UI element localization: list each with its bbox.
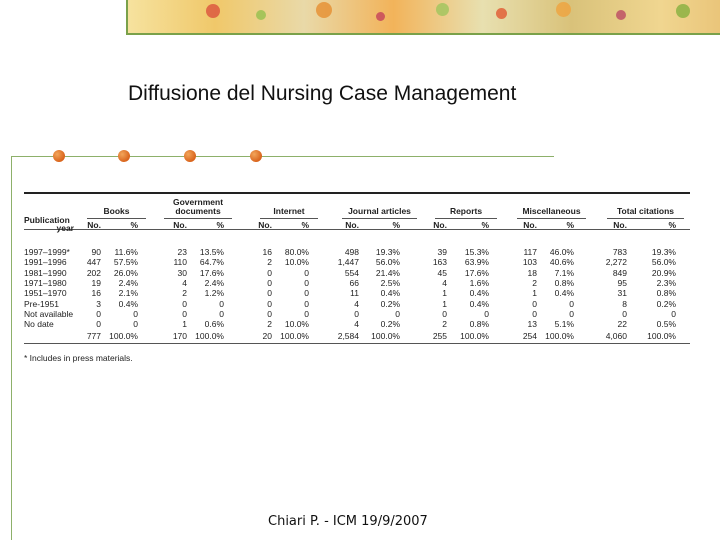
row-label: No date: [24, 319, 54, 330]
group-header: Total citations: [617, 206, 674, 216]
group-header: Internet: [273, 206, 305, 216]
table-cell: 0: [219, 308, 224, 319]
table-cell: 0.8%: [656, 288, 676, 299]
table-cell: 0: [569, 298, 574, 309]
table-cell: 16: [262, 247, 272, 257]
table-cell: 0: [532, 308, 537, 319]
table-cell: 2: [182, 288, 187, 299]
table-cell: 2,272: [605, 257, 627, 268]
table-cell: 0: [267, 277, 272, 288]
table-cell: 0: [96, 319, 101, 330]
table-cell: 26.0%: [113, 267, 138, 278]
decorative-banner: [126, 0, 720, 34]
table-cell: 4: [442, 277, 447, 288]
row-label: 1971–1980: [24, 277, 67, 288]
table-cell: 11: [350, 288, 359, 299]
table-footnote: * Includes in press materials.: [24, 353, 133, 363]
table-cell: 2: [442, 319, 447, 330]
subheader: No.: [87, 220, 101, 230]
table-cell: 0: [304, 298, 309, 309]
table-cell: 17.6%: [199, 267, 224, 278]
row-label: 1951–1970: [24, 288, 67, 299]
table-cell: 90: [91, 247, 101, 257]
subheader: No.: [258, 220, 272, 230]
table-cell: 2.4%: [118, 277, 138, 288]
table-cell: 10.0%: [284, 257, 309, 268]
table-cell: 1.2%: [204, 288, 224, 299]
table-cell: 783: [612, 247, 627, 257]
table-cell: 80.0%: [284, 247, 309, 257]
table-cell: 4: [354, 298, 359, 309]
table-cell: 0: [304, 308, 309, 319]
table-cell: 0.6%: [204, 319, 224, 330]
table-cell: 39: [437, 247, 447, 257]
table-cell: 849: [612, 267, 627, 278]
table-cell: 0: [569, 308, 574, 319]
table-cell: 0: [442, 308, 447, 319]
table-cell: 5.1%: [554, 319, 574, 330]
table-cell: 0.2%: [380, 298, 400, 309]
table-cell: 15.3%: [464, 247, 489, 257]
table-cell: 0: [182, 308, 187, 319]
table-cell: 0: [267, 298, 272, 309]
table-cell: 255: [432, 331, 447, 342]
row-label: 1981–1990: [24, 267, 67, 278]
table-cell: 0.4%: [469, 288, 489, 299]
table-cell: 19.3%: [651, 247, 676, 257]
table-cell: 56.0%: [651, 257, 676, 268]
subheader: %: [392, 220, 400, 230]
table-cell: 0: [267, 267, 272, 278]
table-cell: 17.6%: [464, 267, 489, 278]
table-cell: 4: [182, 277, 187, 288]
group-underline: [260, 218, 318, 219]
table-cell: 0.4%: [469, 298, 489, 309]
subheader: No.: [523, 220, 537, 230]
table-cell: 117: [523, 247, 537, 257]
table-cell: 0.4%: [118, 298, 138, 309]
table-cell: 2.4%: [204, 277, 224, 288]
row-label: Not available: [24, 308, 74, 319]
table-cell: 0.8%: [469, 319, 489, 330]
table-cell: 16: [91, 288, 101, 299]
row-label: Pre-1951: [24, 298, 59, 309]
table-cell: 4,060: [605, 331, 627, 342]
table-cell: 100.0%: [460, 331, 489, 342]
table-cell: 13.5%: [199, 247, 224, 257]
table-cell: 30: [177, 267, 187, 278]
table-cell: 19.3%: [375, 247, 400, 257]
table-cell: 100.0%: [280, 331, 309, 342]
table-cell: 100.0%: [647, 331, 676, 342]
table-cell: 0: [304, 288, 309, 299]
table-cell: 0: [395, 308, 400, 319]
table-cell: 0.4%: [380, 288, 400, 299]
table-cell: 100.0%: [195, 331, 224, 342]
table-cell: 2: [532, 277, 537, 288]
table-cell: 0: [622, 308, 627, 319]
table-cell: 0.8%: [554, 277, 574, 288]
row-label: 1991–1996: [24, 257, 67, 268]
table-cell: 63.9%: [464, 257, 489, 268]
table-cell: 21.4%: [375, 267, 400, 278]
table-cell: 498: [344, 247, 359, 257]
group-header: Books: [103, 206, 130, 216]
table-cell: 31: [617, 288, 627, 299]
table-top-rule: [24, 192, 690, 194]
slide-title: Diffusione del Nursing Case Management: [128, 82, 517, 105]
table-cell: 10.0%: [284, 319, 309, 330]
table-cell: 22: [617, 319, 627, 330]
table-cell: 11.6%: [114, 247, 138, 257]
table-cell: 8: [622, 298, 627, 309]
table-cell: 1: [532, 288, 537, 299]
table-cell: 20: [262, 331, 272, 342]
table-cell: 100.0%: [545, 331, 574, 342]
table-cell: 0: [133, 308, 138, 319]
table-cell: 1.6%: [469, 277, 489, 288]
table-cell: 1: [182, 319, 187, 330]
subheader: %: [216, 220, 224, 230]
slide-footer: Chiari P. - ICM 19/9/2007: [268, 514, 428, 529]
table-cell: 64.7%: [199, 257, 224, 268]
table-cell: 103: [522, 257, 537, 268]
subheader: No.: [613, 220, 627, 230]
group-underline: [607, 218, 684, 219]
table-cell: 170: [172, 331, 187, 342]
table-cell: 0: [219, 298, 224, 309]
table-cell: 0: [671, 308, 676, 319]
subheader: %: [130, 220, 138, 230]
table-cell: 20.9%: [651, 267, 676, 278]
table-cell: 2: [267, 257, 272, 268]
table-cell: 110: [173, 257, 187, 268]
table-cell: 7.1%: [554, 267, 574, 278]
table-cell: 254: [522, 331, 537, 342]
table-cell: 2.3%: [656, 277, 676, 288]
vertical-divider: [11, 156, 12, 540]
banner-bottom-line: [126, 33, 720, 35]
group-underline: [342, 218, 417, 219]
table-cell: 163: [432, 257, 447, 268]
table-cell: 100.0%: [109, 331, 138, 342]
subheader: %: [481, 220, 489, 230]
subheader: No.: [173, 220, 187, 230]
table-cell: 0: [532, 298, 537, 309]
table-cell: 57.5%: [113, 257, 138, 268]
table-cell: 554: [344, 267, 359, 278]
table-cell: 447: [86, 257, 101, 268]
table-cell: 23: [177, 247, 187, 257]
table-cell: 2: [267, 319, 272, 330]
table-cell: 0: [354, 308, 359, 319]
table-cell: 0: [267, 288, 272, 299]
group-header: Reports: [449, 206, 483, 216]
table-cell: 66: [349, 277, 359, 288]
table-cell: 2.1%: [118, 288, 138, 299]
bullet-dot-icon: [250, 150, 262, 162]
table-cell: 1: [442, 298, 447, 309]
subheader: No.: [345, 220, 359, 230]
table-cell: 4: [354, 319, 359, 330]
group-underline: [87, 218, 146, 219]
group-underline: [517, 218, 586, 219]
table-cell: 45: [437, 267, 447, 278]
table-cell: 3: [96, 298, 101, 309]
table-cell: 2.5%: [380, 277, 400, 288]
table-cell: 777: [86, 331, 101, 342]
table-cell: 46.0%: [549, 247, 574, 257]
table-cell: 0.5%: [656, 319, 676, 330]
table-cell: 202: [86, 267, 101, 278]
group-header: Government documents: [172, 197, 224, 216]
table-cell: 56.0%: [375, 257, 400, 268]
group-underline: [164, 218, 232, 219]
table-cell: 0.2%: [656, 298, 676, 309]
table-cell: 0: [96, 308, 101, 319]
table-cell: 13: [527, 319, 537, 330]
table-cell: 0: [182, 298, 187, 309]
header-publication: Publication: [24, 215, 70, 225]
table-cell: 2,584: [337, 331, 359, 342]
table-cell: 19: [91, 277, 101, 288]
table-cell: 100.0%: [371, 331, 400, 342]
header-year: year: [56, 223, 74, 233]
group-underline: [435, 218, 497, 219]
horizontal-divider: [11, 156, 554, 157]
table-cell: 0.4%: [554, 288, 574, 299]
table-cell: 40.6%: [549, 257, 574, 268]
bullet-dot-icon: [184, 150, 196, 162]
subheader: No.: [433, 220, 447, 230]
table-cell: 0: [133, 319, 138, 330]
banner-edge-line: [126, 0, 128, 35]
group-header: Miscellaneous: [522, 206, 581, 216]
bullet-dot-icon: [118, 150, 130, 162]
table-cell: 0: [304, 267, 309, 278]
row-label: 1997–1999*: [24, 247, 70, 257]
table-cell: 0: [484, 308, 489, 319]
table-cell: 0: [267, 308, 272, 319]
table-cell: 1,447: [337, 257, 359, 268]
table-total-rule: [24, 343, 690, 344]
table-cell: 1: [442, 288, 447, 299]
table-cell: 18: [527, 267, 537, 278]
table-cell: 0: [304, 277, 309, 288]
bullet-dot-icon: [53, 150, 65, 162]
table-cell: 95: [617, 277, 627, 288]
subheader: %: [566, 220, 574, 230]
table-cell: 0.2%: [380, 319, 400, 330]
subheader: %: [668, 220, 676, 230]
subheader: %: [301, 220, 309, 230]
group-header: Journal articles: [348, 206, 411, 216]
